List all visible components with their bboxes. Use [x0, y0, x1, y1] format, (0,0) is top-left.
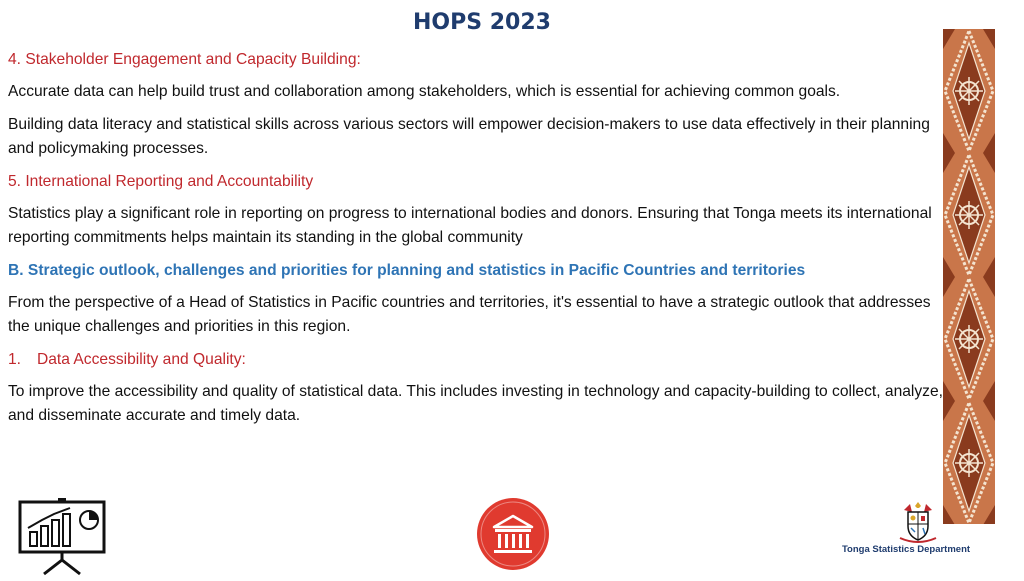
section-5-heading: 5. International Reporting and Accountability [8, 173, 314, 190]
tapa-pattern-strip [943, 29, 995, 524]
section-b-heading: B. Strategic outlook, challenges and priorities for planning and statistics in Pacific Countries and territories [8, 262, 806, 279]
section-4-heading: 4. Stakeholder Engagement and Capacity Building: [8, 51, 361, 68]
tapa-pattern-icon [943, 29, 995, 524]
item-1-heading-text: Data Accessibility and Quality: [37, 351, 246, 368]
tonga-coat-of-arms-icon [896, 500, 940, 544]
slide-title: HOPS 2023 [413, 10, 551, 35]
government-building-icon [476, 497, 550, 571]
slide-content [8, 48, 943, 437]
section-4-paragraph-1: Accurate data can help build trust and collaboration among stakeholders, which is essential for achieving common goals. [8, 83, 841, 100]
department-name: Tonga Statistics Department [841, 544, 971, 555]
item-1-paragraph-1: To improve the accessibility and quality of statistical data. This includes investing in technology and capacity-building to collect, analyze, and disseminate accurate and timely data. [8, 383, 943, 424]
item-1-number: 1. [8, 351, 22, 368]
section-4-paragraph-2: Building data literacy and statistical skills across various sectors will empower decision-makers to use data effectively in their planning and policymaking processes. [8, 116, 930, 157]
section-5-paragraph-1: Statistics play a significant role in reporting on progress to international bodies and donors. Ensuring that Tonga meets its international reporting commitments helps maintain its standing in the global community [8, 205, 932, 246]
presentation-chart-icon [18, 498, 108, 576]
section-b-paragraph-1: From the perspective of a Head of Statistics in Pacific countries and territories, it's essential to have a strategic outlook that addresses the unique challenges and priorities in this region. [8, 294, 931, 335]
item-1-heading [8, 348, 943, 372]
